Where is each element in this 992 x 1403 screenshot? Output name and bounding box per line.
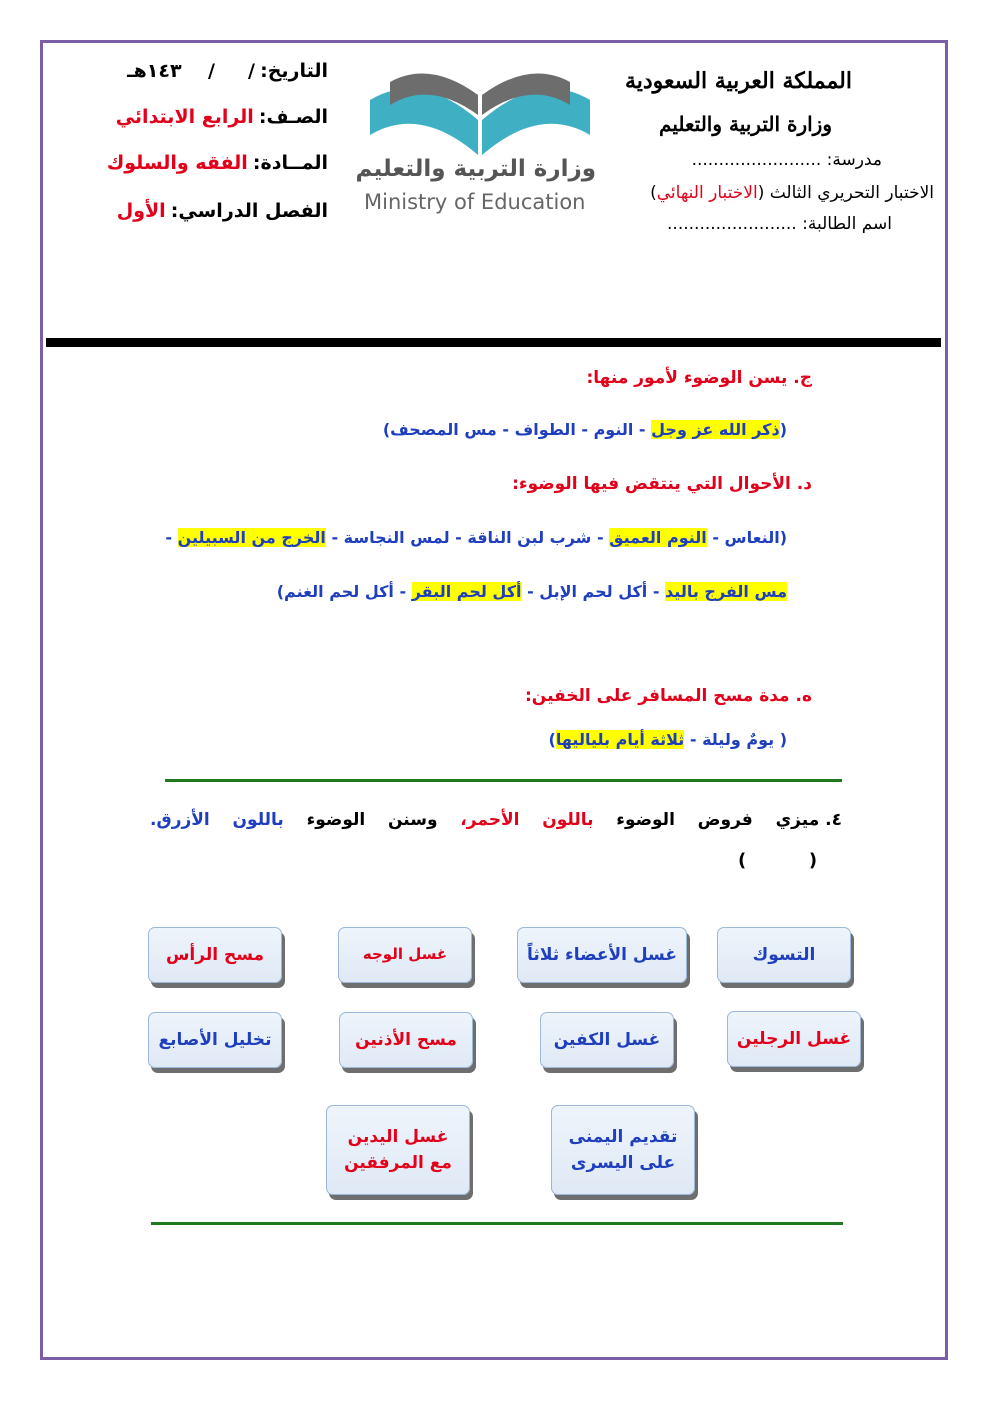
section-d-l1a: (النعاس - (706, 528, 787, 547)
card-fingers[interactable]: تخليل الأصابع (148, 1012, 282, 1068)
section-d-l1b: - شرب لبن الناقة - لمس النجاسة - (325, 528, 610, 547)
q4-w6: وسنن (387, 810, 438, 830)
card-right-first-l1: تقديم اليمنى (568, 1126, 678, 1147)
card-wash-arms-l1: غسل اليدين (347, 1126, 449, 1147)
student-value: ........................ (667, 214, 797, 234)
student-label: اسم الطالبة: (802, 214, 892, 234)
exam-line (650, 183, 934, 203)
card-wash-feet[interactable]: غسل الرجلين (727, 1011, 861, 1067)
q4-w4: باللون (542, 810, 594, 830)
q4-paren: ( ) (738, 850, 818, 871)
section-d-l2hl1: مس الفرج باليد (665, 582, 787, 601)
ministry-name: وزارة التربية والتعليم (659, 112, 832, 136)
student-line (667, 214, 892, 234)
term-label: الفصل الدراسي: (170, 200, 328, 222)
card-wash-arms-l2: مع المرفقين (344, 1153, 452, 1173)
logo-arabic: وزارة التربية والتعليم (355, 156, 596, 182)
school-line (692, 150, 882, 170)
section-d-l2hl2: أكل لحم البقر (411, 582, 522, 601)
school-value: ........................ (691, 150, 822, 170)
card-wash-face[interactable]: غسل الوجه (338, 927, 472, 983)
section-d-l1hl2: الخرج من السبيلين (177, 528, 326, 547)
card-right-first[interactable] (551, 1105, 695, 1195)
divider-green-1 (165, 779, 842, 782)
section-d-l2a: - أكل لحم الإبل - (521, 582, 666, 601)
divider-green-2 (151, 1222, 843, 1225)
section-d-title: د. الأحوال التي ينتقض فيها الوضوء: (512, 474, 812, 494)
section-c-rest: - النوم - الطواف - مس المصحف) (382, 420, 652, 439)
card-siwak[interactable]: التسوك (717, 927, 851, 983)
card-wash-arms[interactable] (326, 1105, 470, 1195)
card-wash-thrice[interactable]: غسل الأعضاء ثلاثاً (517, 927, 687, 983)
card-wash-palms[interactable]: غسل الكفين (540, 1012, 674, 1068)
section-e-hl: ثلاثة أيام بلياليها (555, 730, 685, 749)
section-d-l1c: - (165, 528, 178, 547)
section-e-title: ه. مدة مسح المسافر على الخفين: (524, 686, 812, 706)
card-wipe-ears[interactable]: مسح الأذنين (339, 1012, 473, 1068)
section-e-a: ( يومٌ وليلة - (684, 730, 787, 749)
section-c-answer (383, 420, 787, 439)
kingdom-name: المملكة العربية السعودية (624, 68, 852, 94)
school-label: مدرسة: (826, 150, 882, 170)
section-e-answer (549, 730, 787, 749)
section-d-line2 (277, 582, 787, 601)
section-d-line1 (165, 528, 787, 547)
grade-value: الرابع الابتدائي (115, 106, 254, 128)
ministry-logo (355, 60, 600, 220)
subject-line (107, 152, 328, 174)
q4-w9: الأزرق. (150, 810, 210, 830)
q4-w7: الوضوء (306, 810, 366, 830)
date-label: التاريخ: (260, 60, 328, 82)
logo-english: Ministry of Education (364, 190, 586, 214)
q4-w3: الوضوء (616, 810, 675, 830)
q4-line (150, 810, 842, 830)
section-c-title: ج. يسن الوضوء لأمور منها: (586, 368, 812, 388)
section-d-l1hl1: النوم العميق (609, 528, 707, 547)
section-e-b: ) (548, 730, 556, 749)
section-c-hl1: ذكر الله عز وجل (651, 420, 780, 439)
subject-value: الفقه والسلوك (106, 152, 248, 174)
exam-highlight: الاختبار النهائي (656, 183, 758, 203)
date-value: / / ١٤٣هـ (127, 60, 255, 82)
grade-line (116, 106, 328, 128)
q4-w8: باللون (232, 810, 284, 830)
card-right-first-l2: على اليسرى (570, 1153, 676, 1173)
section-d-l2b: - أكل لحم الغنم) (276, 582, 412, 601)
q4-w5: الأحمر، (460, 810, 520, 830)
subject-label: المــادة: (252, 152, 328, 174)
book-icon (360, 60, 600, 160)
card-wipe-head[interactable]: مسح الرأس (148, 927, 282, 983)
q4-w2: فروض (697, 810, 753, 830)
grade-label: الصـف: (258, 106, 328, 128)
exam-prefix: الاختبار التحريري الثالث ( (757, 183, 934, 203)
q4-num-and-verb: ٤. ميزي (775, 810, 842, 830)
section-c-open: ( (779, 420, 787, 439)
term-value: الأول (116, 200, 166, 222)
exam-suffix: ) (650, 183, 657, 203)
date-line (127, 60, 328, 82)
term-line (117, 200, 328, 222)
header-divider (46, 338, 941, 347)
